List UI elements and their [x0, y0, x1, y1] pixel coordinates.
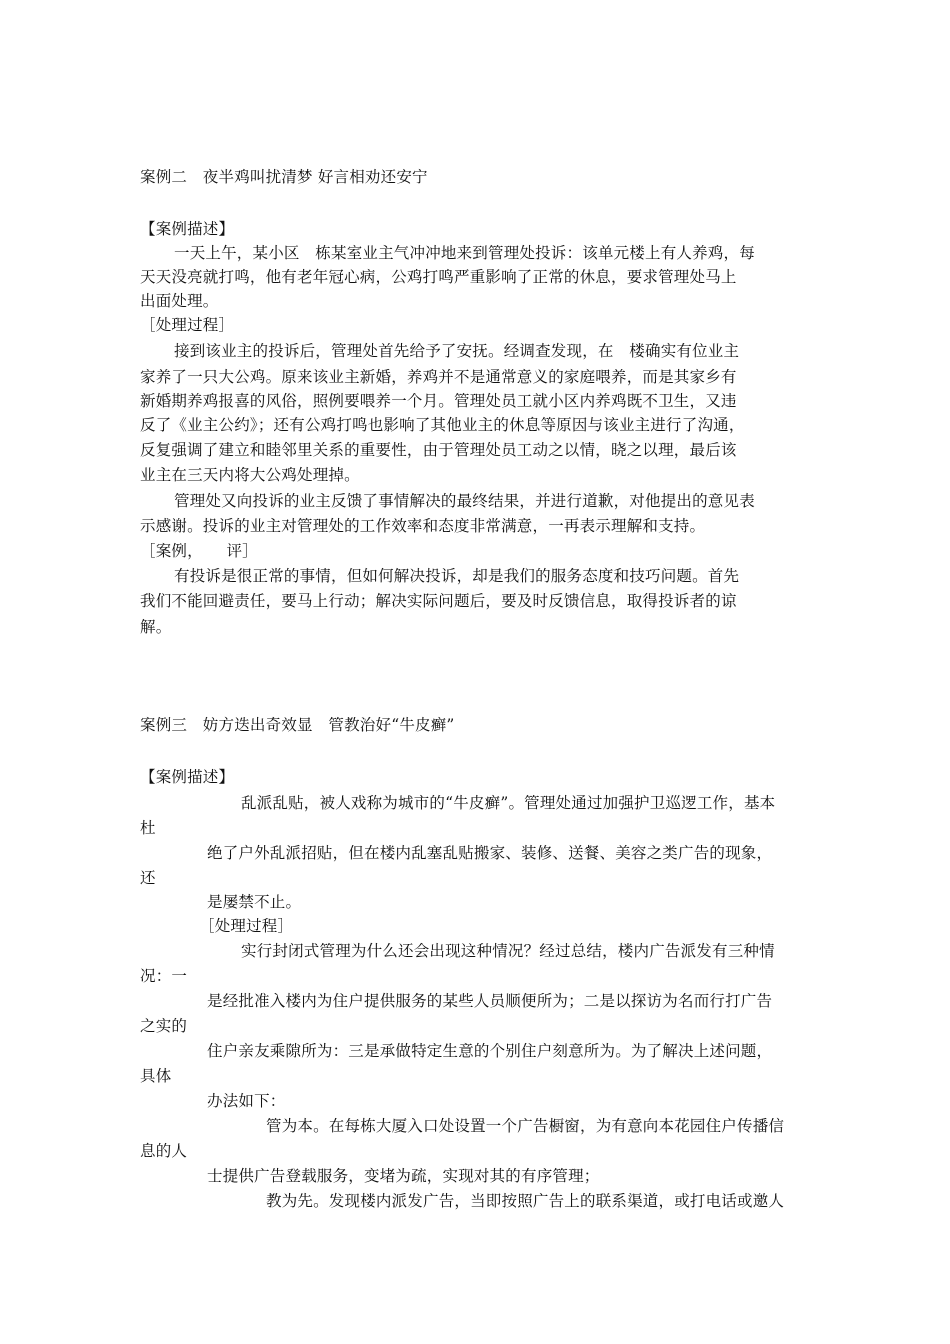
- case3-desc-line: 杜: [140, 819, 156, 837]
- case3-title: 案例三 妨方迭出奇效显 管教治好“牛皮癣”: [140, 716, 455, 734]
- case2-comment-heading: ［案例， 评］: [140, 542, 258, 560]
- case2-process-line: 接到该业主的投诉后，管理处首先给予了安抚。经调查发现，在 楼确实有位业主: [174, 342, 740, 360]
- case2-process-line: 反了《业主公约》；还有公鸡打鸣也影响了其他业主的休息等原因与该业主进行了沟通，: [140, 416, 745, 434]
- case2-comment-line: 解。: [140, 618, 172, 636]
- case3-process-line: 实行封闭式管理为什么还会出现这种情况？经过总结，楼内广告派发有三种情: [241, 942, 775, 960]
- case3-process-line: 士提供广告登载服务，变堵为疏，实现对其的有序管理；: [207, 1167, 600, 1185]
- case3-process-line: 具体: [140, 1067, 172, 1085]
- case2-comment-line: 有投诉是很正常的事情，但如何解决投诉，却是我们的服务态度和技巧问题。首先: [174, 567, 740, 585]
- case3-desc-line: 还: [140, 869, 156, 887]
- case2-desc-line: 出面处理。: [140, 292, 219, 310]
- case3-process-line: 办法如下：: [207, 1092, 286, 1110]
- case3-process-line: 息的人: [140, 1142, 188, 1160]
- case3-process-heading: ［处理过程］: [199, 917, 294, 935]
- case3-desc-line: 是屡禁不止。: [207, 893, 302, 911]
- case2-process-line: 管理处又向投诉的业主反馈了事情解决的最终结果，并进行道歉，对他提出的意见表: [174, 492, 755, 510]
- case3-desc-line: 绝了户外乱派招贴，但在楼内乱塞乱贴搬家、装修、送餐、美容之类广告的现象，: [207, 844, 773, 862]
- case2-desc-line: 天天没亮就打鸣，他有老年冠心病，公鸡打鸣严重影响了正常的休息，要求管理处马上: [140, 268, 737, 286]
- case2-process-heading: ［处理过程］: [140, 316, 235, 334]
- case2-comment-line: 我们不能回避责任，要马上行动；解决实际问题后，要及时反馈信息，取得投诉者的谅: [140, 592, 737, 610]
- case2-desc-line: 一天上午，某小区 栋某室业主气冲冲地来到管理处投诉：该单元楼上有人养鸡，每: [174, 244, 755, 262]
- case2-desc-heading: 【案例描述】: [140, 220, 235, 238]
- case3-process-line: 是经批准入楼内为住户提供服务的某些人员顺便所为；二是以探访为名而行打广告: [207, 992, 773, 1010]
- case2-process-line: 家养了一只大公鸡。原来该业主新婚，养鸡并不是通常意义的家庭喂养，而是其家乡有: [140, 368, 737, 386]
- case2-process-line: 业主在三天内将大公鸡处理掉。: [140, 466, 360, 484]
- case3-process-line: 教为先。发现楼内派发广告，当即按照广告上的联系渠道，或打电话或邀人: [266, 1192, 785, 1210]
- case3-process-line: 管为本。在每栋大厦入口处设置一个广告橱窗，为有意向本花园住户传播信: [266, 1117, 785, 1135]
- case3-desc-heading: 【案例描述】: [140, 768, 235, 786]
- case3-desc-line: 乱派乱贴，被人戏称为城市的“牛皮癣”。管理处通过加强护卫巡逻工作，基本: [241, 794, 776, 812]
- case3-process-line: 况：一: [140, 967, 188, 985]
- case3-process-line: 之实的: [140, 1017, 188, 1035]
- case2-process-line: 示感谢。投诉的业主对管理处的工作效率和态度非常满意，一再表示理解和支持。: [140, 517, 706, 535]
- case2-process-line: 新婚期养鸡报喜的风俗，照例要喂养一个月。管理处员工就小区内养鸡既不卫生，又违: [140, 392, 737, 410]
- case3-process-line: 住户亲友乘隙所为：三是承做特定生意的个别住户刻意所为。为了解决上述问题，: [207, 1042, 773, 1060]
- case2-process-line: 反复强调了建立和睦邻里关系的重要性，由于管理处员工动之以情，晓之以理，最后该: [140, 441, 737, 459]
- case2-title: 案例二 夜半鸡叫扰清梦 好言相劝还安宁: [140, 168, 428, 186]
